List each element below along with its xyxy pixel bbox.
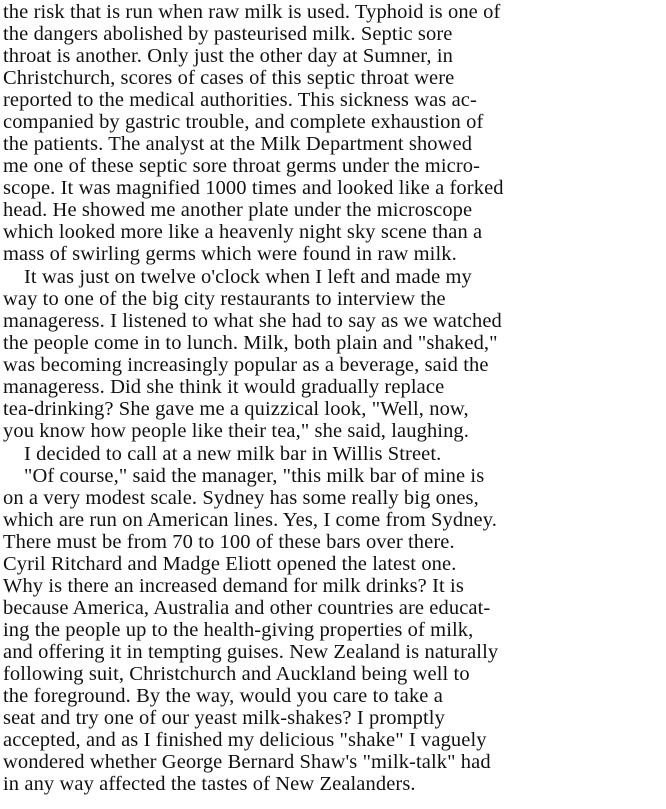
text-line: because America, Australia and other countries are educat-: [3, 597, 491, 619]
text-line: manageress. Did she think it would gradually replace: [3, 376, 445, 398]
text-line: reported to the medical authorities. This sickness was ac-: [3, 89, 477, 111]
text-line: ing the people up to the health-giving properties of milk,: [3, 619, 474, 641]
text-line: scope. It was magnified 1000 times and looked like a forked: [3, 177, 504, 199]
text-line: Why is there an increased demand for milk drinks? It is: [3, 575, 464, 597]
text-line: companied by gastric trouble, and complete exhaustion of: [3, 111, 484, 133]
text-line: throat is another. Only just the other day at Sumner, in: [3, 45, 454, 67]
text-line: on a very modest scale. Sydney has some really big ones,: [3, 487, 479, 509]
text-line: the patients. The analyst at the Milk Department showed: [3, 133, 473, 155]
text-line: the foreground. By the way, would you care to take a: [3, 685, 443, 707]
text-line: mass of swirling germs which were found in raw milk.: [3, 243, 457, 265]
paragraph-start-line: I decided to call at a new milk bar in Willis Street.: [24, 443, 442, 465]
text-line: you know how people like their tea," she said, laughing.: [3, 420, 470, 442]
text-line: accepted, and as I finished my delicious "shake" I vaguely: [3, 729, 487, 751]
text-line: the risk that is run when raw milk is used. Typhoid is one of: [3, 1, 501, 23]
text-line: Christchurch, scores of cases of this septic throat were: [3, 67, 455, 89]
text-line: which looked more like a heavenly night sky scene than a: [3, 221, 483, 243]
text-line: seat and try one of our yeast milk-shakes? I promptly: [3, 707, 445, 729]
text-line: the dangers abolished by pasteurised milk. Septic sore: [3, 23, 453, 45]
paragraph-start-line: It was just on twelve o'clock when I left and made my: [24, 266, 472, 288]
text-line: manageress. I listened to what she had to say as we watched: [3, 310, 502, 332]
text-line: following suit, Christchurch and Auckland being well to: [3, 663, 470, 685]
text-line: me one of these septic sore throat germs under the micro-: [3, 155, 481, 177]
text-line: There must be from 70 to 100 of these bars over there.: [3, 531, 455, 553]
text-line: in any way affected the tastes of New Zealanders.: [3, 773, 416, 795]
text-line: tea-drinking? She gave me a quizzical look, "Well, now,: [3, 398, 469, 420]
text-line: was becoming increasingly popular as a beverage, said the: [3, 354, 489, 376]
text-line: wondered whether George Bernard Shaw's "milk-talk" had: [3, 751, 491, 773]
text-line: the people come in to lunch. Milk, both plain and "shaked,": [3, 332, 498, 354]
text-line: way to one of the big city restaurants to interview the: [3, 288, 446, 310]
paragraph-start-line: "Of course," said the manager, "this milk bar of mine is: [24, 465, 485, 487]
text-line: which are run on American lines. Yes, I come from Sydney.: [3, 509, 497, 531]
text-line: Cyril Ritchard and Madge Eliott opened the latest one.: [3, 553, 457, 575]
text-line: and offering it in tempting guises. New Zealand is naturally: [3, 641, 499, 663]
text-line: head. He showed me another plate under the microscope: [3, 199, 473, 221]
